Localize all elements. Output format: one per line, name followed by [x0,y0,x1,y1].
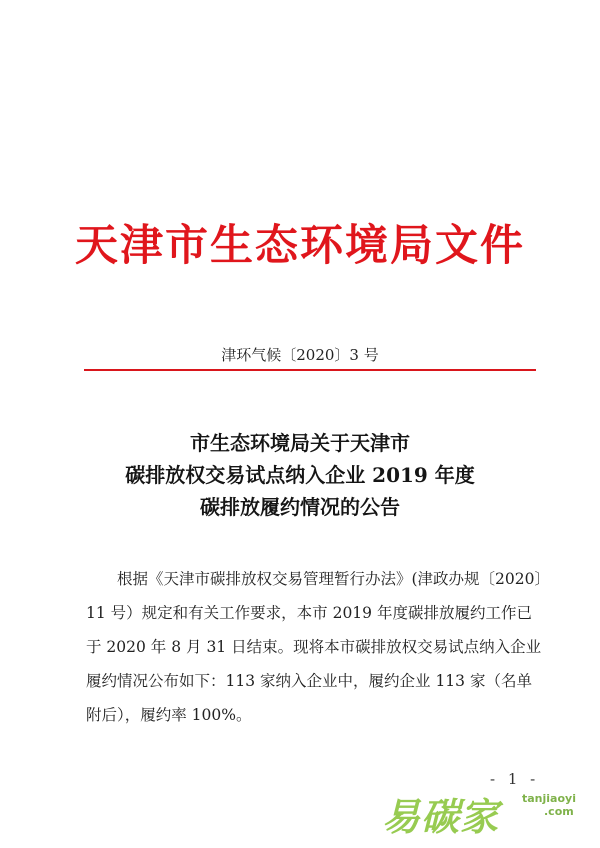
issuing-authority-title: 天津市生态环境局文件 [75,221,525,271]
watermark-logo [382,780,582,840]
body-line-5: 附后），履约率 100%。 [86,706,252,724]
announcement-title-line-1: 市生态环境局关于天津市 [190,431,410,455]
watermark-cn-text: 易碳家 [382,795,500,839]
body-line-1: 根据《天津市碳排放权交易管理暂行办法》(津政办规〔2020〕 [117,570,550,588]
announcement-title-line-3: 碳排放履约情况的公告 [200,495,400,519]
page-number: - 1 - [490,770,540,788]
body-line-2: 11 号）规定和有关工作要求，本市 2019 年度碳排放履约工作已 [86,604,532,622]
watermark-en-text [522,792,576,818]
document-number: 津环气候〔2020〕3 号 [221,346,379,364]
watermark-domain-name: tanjiaoyi [522,792,576,805]
body-line-4: 履约情况公布如下：113 家纳入企业中，履约企业 113 家（名单 [86,672,532,690]
announcement-body [86,562,550,732]
announcement-title [0,427,600,523]
announcement-title-line-2: 碳排放权交易试点纳入企业 2019 年度 [125,463,475,487]
red-divider-line [84,369,536,371]
body-line-3: 于 2020 年 8 月 31 日结束。现将本市碳排放权交易试点纳入企业 [86,638,542,656]
watermark-domain-suffix: .com [544,805,574,818]
